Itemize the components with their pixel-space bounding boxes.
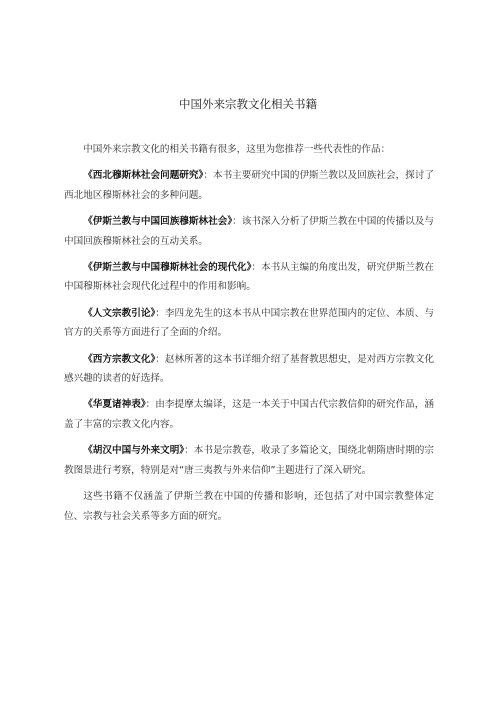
book-description: ：李四龙先生的这本书从中国宗教在世界范围内的定位、本质、与官方的关系等方面进行了全面的介绍。 xyxy=(64,307,434,339)
page-title: 中国外来宗教文化相关书籍 xyxy=(179,97,317,111)
book-entry xyxy=(64,395,434,434)
book-entry xyxy=(64,212,434,251)
book-title: 《人文宗教引论》 xyxy=(83,307,156,319)
book-entry xyxy=(64,350,434,389)
conclusion-paragraph: 这些书籍不仅涵盖了伊斯兰教在中国的传播和影响，还包括了对中国宗教整体定位、宗教与社会关系等多方面的研究。 xyxy=(64,491,434,522)
book-title: 《伊斯兰教与中国回族穆斯林社会》 xyxy=(83,216,233,228)
book-description: ：本书主要研究中国的伊斯兰教以及回族社会，探讨了西北地区穆斯林社会的多种问题。 xyxy=(64,170,435,201)
book-title: 《华夏诸神表》 xyxy=(83,399,146,411)
book-title: 《西方宗教文化》 xyxy=(83,353,156,365)
book-description: ：本书从主编的角度出发，研究伊斯兰教在中国穆斯林社会现代化过程中的作用和影响。 xyxy=(64,262,435,293)
book-entry xyxy=(64,166,434,205)
book-title: 《伊斯兰教与中国穆斯林社会的现代化》 xyxy=(83,262,252,274)
book-entry xyxy=(64,304,434,343)
book-title: 《胡汉中国与外来文明》 xyxy=(83,445,185,457)
intro-paragraph: 中国外来宗教文化的相关书籍有很多，这里为您推荐一些代表性的作品： xyxy=(83,144,391,155)
book-description: ：本书是宗教卷，收录了多篇论文，围绕北朝隋唐时期的宗教图景进行考察，特别是对“唐三夷教与外来信仰”主题进行了深入研究。 xyxy=(64,445,435,476)
book-entry xyxy=(64,441,434,480)
book-description: ：赵林所著的这本书详细介绍了基督教思想史，是对西方宗教文化感兴趣的读者的好选择。 xyxy=(64,353,434,385)
book-title: 《西北穆斯林社会问题研究》 xyxy=(83,170,204,182)
book-entry xyxy=(64,258,434,297)
book-description: ：由李提摩太编译，这是一本关于中国古代宗教信仰的研究作品，涵盖了丰富的宗教文化内容。 xyxy=(64,399,434,430)
book-description: ：该书深入分析了伊斯兰教在中国的传播以及与中国回族穆斯林社会的互动关系。 xyxy=(64,216,434,247)
document-body xyxy=(64,140,434,533)
